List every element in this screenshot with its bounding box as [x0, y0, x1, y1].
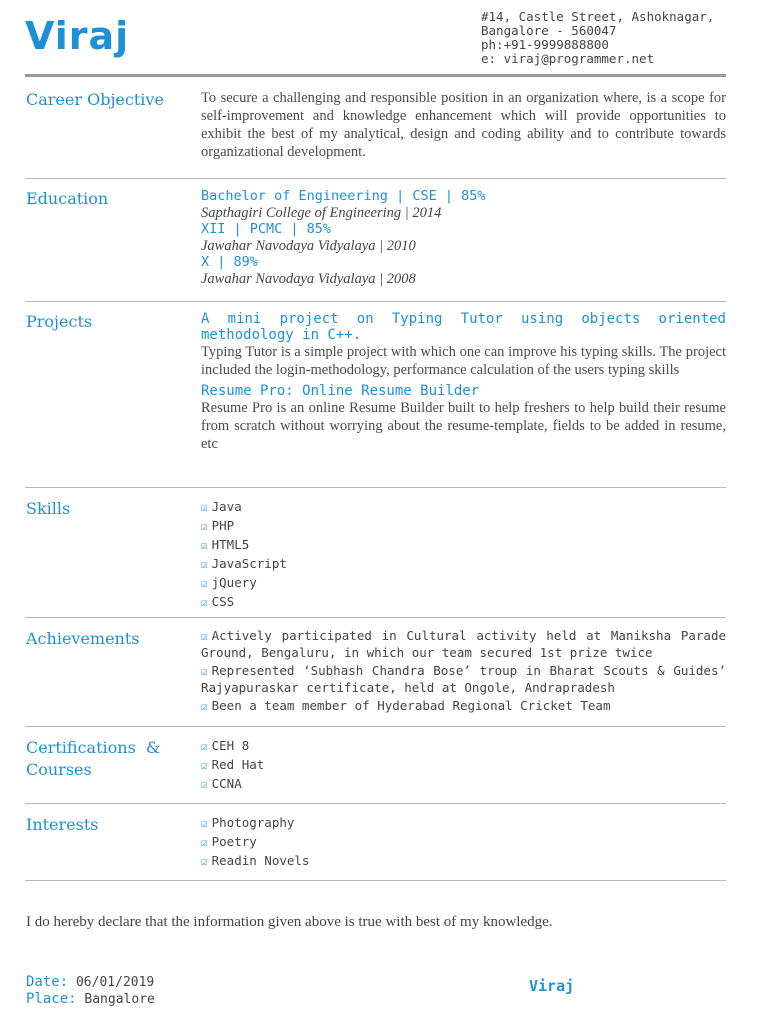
project-description: Resume Pro is an online Resume Builder built to help freshers to help build their resume from scratch without worrying about the resume-template, fields to be added in resume, etc — [201, 400, 726, 452]
list-item: ☑ CEH 8 — [201, 738, 250, 753]
list-item: ☑ Represented ‘Subhash Chandra Bose’ troup in Bharat Scouts & Guides’ Rajyapuraskar certificate, held at Ongole, Andrapradesh — [201, 663, 726, 695]
signature: Viraj — [529, 977, 575, 995]
check-box-icon: ☑ — [201, 778, 208, 791]
check-box-icon: ☑ — [201, 558, 208, 571]
list-item: ☑ Photography — [201, 815, 295, 830]
section-title: Skills — [26, 499, 71, 518]
achievements-list — [201, 628, 726, 715]
list-item: ☑ CSS — [201, 594, 235, 609]
check-box-icon: ☑ — [201, 577, 208, 590]
check-box-icon: ☑ — [201, 630, 208, 643]
list-item: ☑ Poetry — [201, 834, 257, 849]
career-objective-text: To secure a challenging and responsible position in an organization where, is a scope for self-improvement and knowledge enhancement which will provide opportunities to exhibit the best of my analytical, design and coding ability and to contribute towards organizational development. — [201, 90, 726, 160]
resume-name: Viraj — [25, 14, 130, 58]
place-value: Bangalore — [84, 992, 155, 1007]
check-box-icon: ☑ — [201, 539, 208, 552]
project-description: Typing Tutor is a simple project with which one can improve his typing skills. The project included the login-methodology, performance calculation of the users typing skills — [201, 344, 726, 378]
address-line-2: Bangalore - 560047 — [481, 23, 617, 38]
section-title: Interests — [26, 815, 99, 834]
section-divider — [25, 487, 726, 488]
education-school: Jawahar Navodaya Vidyalaya | 2010 — [201, 237, 416, 254]
education-degree: Bachelor of Engineering | CSE | 85% — [201, 188, 486, 204]
date-place-block — [26, 974, 155, 1008]
check-box-icon: ☑ — [201, 759, 208, 772]
list-item: ☑ Readin Novels — [201, 853, 310, 868]
education-degree: X | 89% — [201, 254, 258, 270]
project-title: A mini project on Typing Tutor using objects oriented methodology in C++. — [201, 311, 726, 343]
place-label: Place: — [26, 991, 77, 1007]
date-label: Date: — [26, 974, 69, 990]
section-divider — [25, 301, 726, 302]
section-title: Certifications & Courses — [26, 738, 161, 779]
section-title: Education — [26, 189, 109, 208]
section-divider — [25, 803, 726, 804]
list-item: ☑ PHP — [201, 518, 235, 533]
interests-list — [201, 814, 726, 871]
list-item: ☑ Actively participated in Cultural activity held at Maniksha Parade Ground, Bengaluru, in which our team secured 1st prize twice — [201, 628, 726, 660]
check-box-icon: ☑ — [201, 520, 208, 533]
list-item: ☑ Been a team member of Hyderabad Regional Cricket Team — [201, 698, 611, 713]
date-value: 06/01/2019 — [75, 975, 155, 990]
check-box-icon: ☑ — [201, 501, 208, 514]
education-school: Sapthagiri College of Engineering | 2014 — [201, 204, 442, 221]
check-box-icon: ☑ — [201, 855, 208, 868]
check-box-icon: ☑ — [201, 740, 208, 753]
check-box-icon: ☑ — [201, 836, 208, 849]
list-item: ☑ HTML5 — [201, 537, 250, 552]
list-item: ☑ jQuery — [201, 575, 257, 590]
check-box-icon: ☑ — [201, 700, 208, 713]
section-divider — [25, 617, 726, 618]
certifications-list — [201, 737, 726, 794]
project-title: Resume Pro: Online Resume Builder — [201, 383, 480, 399]
list-item: ☑ Java — [201, 499, 242, 514]
skills-list — [201, 498, 726, 612]
list-item: ☑ JavaScript — [201, 556, 287, 571]
address-line-1: #14, Castle Street, Ashoknagar, — [481, 9, 715, 24]
email: e: viraj@programmer.net — [481, 51, 655, 66]
list-item: ☑ CCNA — [201, 776, 242, 791]
contact-block — [481, 10, 714, 66]
section-divider — [25, 178, 726, 179]
check-box-icon: ☑ — [201, 596, 208, 609]
education-degree: XII | PCMC | 85% — [201, 221, 332, 237]
section-title: Projects — [26, 312, 93, 331]
section-divider — [25, 880, 726, 881]
declaration-text: I do hereby declare that the information given above is true with best of my knowledge. — [26, 914, 553, 930]
section-divider — [25, 726, 726, 727]
section-title: Career Objective — [26, 90, 164, 109]
education-school: Jawahar Navodaya Vidyalaya | 2008 — [201, 270, 416, 287]
section-title: Achievements — [26, 629, 140, 648]
header-divider — [25, 74, 726, 77]
phone: ph:+91-9999888800 — [481, 37, 609, 52]
check-box-icon: ☑ — [201, 665, 208, 678]
list-item: ☑ Red Hat — [201, 757, 265, 772]
check-box-icon: ☑ — [201, 817, 208, 830]
